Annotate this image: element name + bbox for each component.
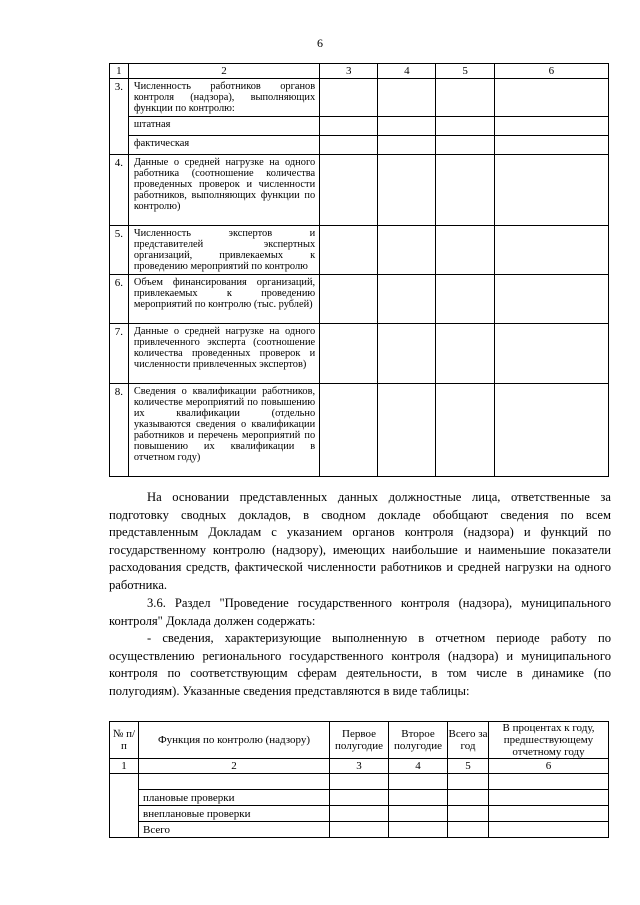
row-description: Численность экспертов и представителей экспертных организаций, привлекаемых к проведению мероприятий по контролю	[128, 226, 319, 275]
row-description: Объем финансирования организаций, привлекаемых к проведению мероприятий по контролю (тыс. рублей)	[128, 275, 319, 324]
row-label: плановые проверки	[139, 790, 330, 806]
column-index: 2	[139, 759, 330, 774]
column-header: 1	[110, 64, 129, 79]
table-header-row	[110, 722, 609, 759]
row-label: Всего	[139, 822, 330, 838]
column-header: № п/п	[110, 722, 139, 759]
column-index: 1	[110, 759, 139, 774]
column-index: 4	[389, 759, 448, 774]
row-number: 3.	[110, 79, 129, 155]
table-header-row	[110, 64, 609, 79]
row-description: фактическая	[128, 136, 319, 155]
row-description: Данные о средней нагрузке на одного привлеченного эксперта (соотношение количества проведенных проверок и численности привлеченных экспертов)	[128, 324, 319, 384]
column-header: Всего за год	[448, 722, 489, 759]
paragraph-summary: На основании представленных данных должностные лица, ответственные за подготовку сводных докладов, в сводном докладе обобщают сведения по всем представленным Докладам с указанием органов контроля (надзора) и функций по государственному контролю (надзору), имеющих наибольшие и наименьшие показатели расходования средств, фактической численности работников и средней нагрузки на одного работника.	[109, 490, 611, 592]
table-row	[110, 79, 609, 117]
table-row	[110, 790, 609, 806]
staffing-table	[109, 63, 609, 477]
table-row	[110, 774, 609, 790]
inspections-table	[109, 721, 609, 838]
table-row	[110, 136, 609, 155]
page-number: 6	[317, 36, 323, 50]
column-header: В процентах к году, предшествующему отчетному году	[489, 722, 609, 759]
row-label: внеплановые проверки	[139, 806, 330, 822]
column-header: Функция по контролю (надзору)	[139, 722, 330, 759]
column-index: 6	[489, 759, 609, 774]
table-row	[110, 384, 609, 477]
table-row	[110, 117, 609, 136]
table-row	[110, 324, 609, 384]
table-row	[110, 226, 609, 275]
table-row	[110, 822, 609, 838]
paragraph-section-3-6: 3.6. Раздел "Проведение государственного контроля (надзора), муниципального контроля" Доклада должен содержать:	[109, 596, 611, 628]
row-description: Численность работников органов контроля (надзора), выполняющих функции по контролю:	[128, 79, 319, 117]
table-row	[110, 155, 609, 226]
row-number: 6.	[110, 275, 129, 324]
column-header: 4	[378, 64, 436, 79]
table-row	[110, 275, 609, 324]
column-header: 2	[128, 64, 319, 79]
row-description: штатная	[128, 117, 319, 136]
row-number: 8.	[110, 384, 129, 477]
row-description: Данные о средней нагрузке на одного работника (соотношение количества проведенных проверок и численности работников, выполняющих функции по контролю)	[128, 155, 319, 226]
row-label	[139, 774, 330, 790]
table-index-row	[110, 759, 609, 774]
column-header: 3	[320, 64, 378, 79]
column-header: Первое полугодие	[330, 722, 389, 759]
column-header: 5	[436, 64, 494, 79]
column-index: 5	[448, 759, 489, 774]
table-row	[110, 806, 609, 822]
row-number: 4.	[110, 155, 129, 226]
row-description: Сведения о квалификации работников, количестве мероприятий по повышению их квалификации (отдельно указываются сведения о квалификации работников и перечень мероприятий по повышению их квалификации в отчетном году)	[128, 384, 319, 477]
row-number: 5.	[110, 226, 129, 275]
column-index: 3	[330, 759, 389, 774]
paragraph-inspection-info: - сведения, характеризующие выполненную в отчетном периоде работу по осуществлению регионального государственного контроля (надзора) и муниципального контроля по соответствующим сферам деятельности, в том числе в динамике (по полугодиям). Указанные сведения представляются в виде таблицы:	[109, 631, 611, 698]
column-header: Второе полугодие	[389, 722, 448, 759]
column-header: 6	[494, 64, 608, 79]
row-number: 7.	[110, 324, 129, 384]
